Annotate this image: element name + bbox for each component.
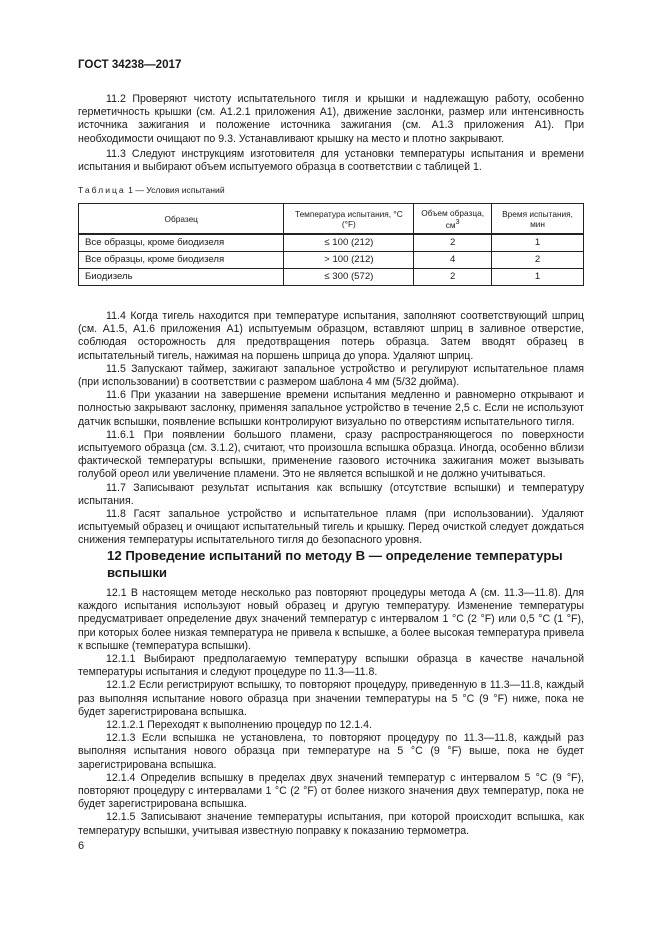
header-temp: Температура испытания, °С (°F)	[284, 204, 414, 235]
paragraph-11-6: 11.6 При указании на завершение времени испытания медленно и равномерно открывают и полностью закрывают заслонку, применяя запальное устройство в течение 2,5 с. Если не используют датчик вспышки, появление вспышки контролируют визуально по отверстиям испытательного тигля.	[78, 389, 584, 428]
table-row	[79, 234, 584, 252]
paragraph-11-6-1: 11.6.1 При появлении большого пламени, сразу распространяющегося по поверхности испытуемого образца (см. 3.1.2), считают, что произошла вспышка образца. Иногда, особенно вблизи фактической температуры вспышки, применение газового источника зажигания может вызывать голубой ореол или увеличение пламени. Это не является вспышкой и не должно учитываться.	[78, 428, 584, 481]
page-number: 6	[78, 840, 85, 852]
cell-temp: > 100 (212)	[284, 252, 414, 269]
paragraph-11-7: 11.7 Записывают результат испытания как вспышку (отсутствие вспышки) и температуру испытания.	[78, 481, 584, 507]
text-block-a	[78, 93, 584, 174]
text-block-b	[78, 310, 584, 548]
paragraph-11-2: 11.2 Проверяют чистоту испытательного тигля и крышки и надлежащую работу, особенно герметичность крышки (см. А1.2.1 приложения А1), движение заслонки, размер или интенсивность источника зажигания и положение источника зажигания (см. А1.3 приложения А1). При необходимости очищают по 9.3. Устанавливают крышку на место и плотно закрывают.	[78, 93, 584, 145]
table-caption-text: 1 — Условия испытаний	[128, 185, 225, 195]
header-sample: Образец	[79, 204, 284, 235]
paragraph-11-3: 11.3 Следуют инструкциям изготовителя для установки температуры испытания и времени испытания и выбирают объем испытуемого образца в соответствии с таблицей 1.	[78, 147, 584, 174]
paragraph-11-4: 11.4 Когда тигель находится при температуре испытания, заполняют соответствующий шприц (см. А1.5, А1.6 приложения А1) испытуемым образцом, вставляют шприц в заливное отверстие, соблюдая осторожность для предотвращения потерь образца. Затем вводят образец в испытательный тигель, нажимая на поршень шприца до упора. Удаляют шприц.	[78, 310, 584, 362]
conditions-table	[78, 203, 584, 286]
table-caption	[78, 185, 225, 195]
paragraph-11-8: 11.8 Гасят запальное устройство и испытательное пламя (при использовании). Удаляют испытуемый образец и очищают испытательный тигель и крышку. Перед очисткой следует дождаться снижения температуры испытательного тигля до безопасного уровня.	[78, 508, 584, 547]
document-header: ГОСТ 34238—2017	[78, 58, 182, 71]
text-block-c	[78, 587, 584, 838]
header-time: Время испытания, мин	[492, 204, 584, 235]
paragraph-12-1-5: 12.1.5 Записывают значение температуры испытания, при которой происходит вспышка, как температуру вспышки, учитывая известную поправку к показанию термометра.	[78, 811, 584, 837]
cell-volume: 4	[414, 252, 492, 269]
paragraph-11-5: 11.5 Запускают таймер, зажигают запальное устройство и регулируют испытательное пламя (при использовании) в соответствии с размером шаблона 4 мм (5/32 дюйма).	[78, 362, 584, 389]
cell-time: 1	[492, 234, 584, 252]
cell-time: 1	[492, 269, 584, 286]
paragraph-12-1-1: 12.1.1 Выбирают предполагаемую температуру вспышки образца в качестве начальной температуры испытания и следуют процедуре по 11.3—11.8.	[78, 653, 584, 679]
table-header-row	[79, 204, 584, 235]
paragraph-12-1-2-1: 12.1.2.1 Переходят к выполнению процедур по 12.1.4.	[106, 719, 372, 732]
cell-temp: ≤ 300 (572)	[284, 269, 414, 286]
header-volume: Объем образца, $см^3$	[414, 204, 492, 235]
table-row	[79, 269, 584, 286]
cell-volume: 2	[414, 234, 492, 252]
table-row	[79, 252, 584, 269]
cell-temp: ≤ 100 (212)	[284, 234, 414, 252]
table-caption-label: Таблица	[78, 185, 126, 195]
cell-sample: Биодизель	[79, 269, 284, 286]
cell-sample: Все образцы, кроме биодизеля	[79, 234, 284, 252]
cell-sample: Все образцы, кроме биодизеля	[79, 252, 284, 269]
paragraph-12-1-3: 12.1.3 Если вспышка не установлена, то повторяют процедуру по 11.3—11.8, каждый раз выполняя испытания нового образца при температуре на 5 °С (9 °F) выше, пока не будет зарегистрирована вспышка.	[78, 732, 584, 771]
header-volume-sup: 3	[455, 218, 460, 226]
paragraph-12-1-4: 12.1.4 Определив вспышку в пределах двух значений температур с интервалом 5 °С (9 °F), повторяют процедуру с интервалами 1 °С (2 °F) от более низкого значения двух температур, пока не будет зарегистрирована вспышка.	[78, 771, 584, 811]
paragraph-12-1: 12.1 В настоящем методе несколько раз повторяют процедуры метода А (см. 11.3—11.8). Для каждого испытания используют новый образец и другую температуру. Изменение температуры предусматривает определение двух значений температур с интервалом 1 °С (2 °F) или 0,5 °С (1 °F), при которых более низкая температура не привела к вспышке, а более высокая температура привела к вспышке (температура вспышки).	[78, 587, 584, 652]
paragraph-12-1-2: 12.1.2 Если регистрируют вспышку, то повторяют процедуру, приведенную в 11.3—11.8, каждый раз выполняя испытание нового образца при значении температуры на 5 °С (9 °F) ниже, пока не будет зарегистрирована вспышка.	[78, 679, 584, 718]
section-12-heading: 12 Проведение испытаний по методу В — определение температуры вспышки	[107, 548, 563, 580]
cell-time: 2	[492, 252, 584, 269]
cell-volume: 2	[414, 269, 492, 286]
